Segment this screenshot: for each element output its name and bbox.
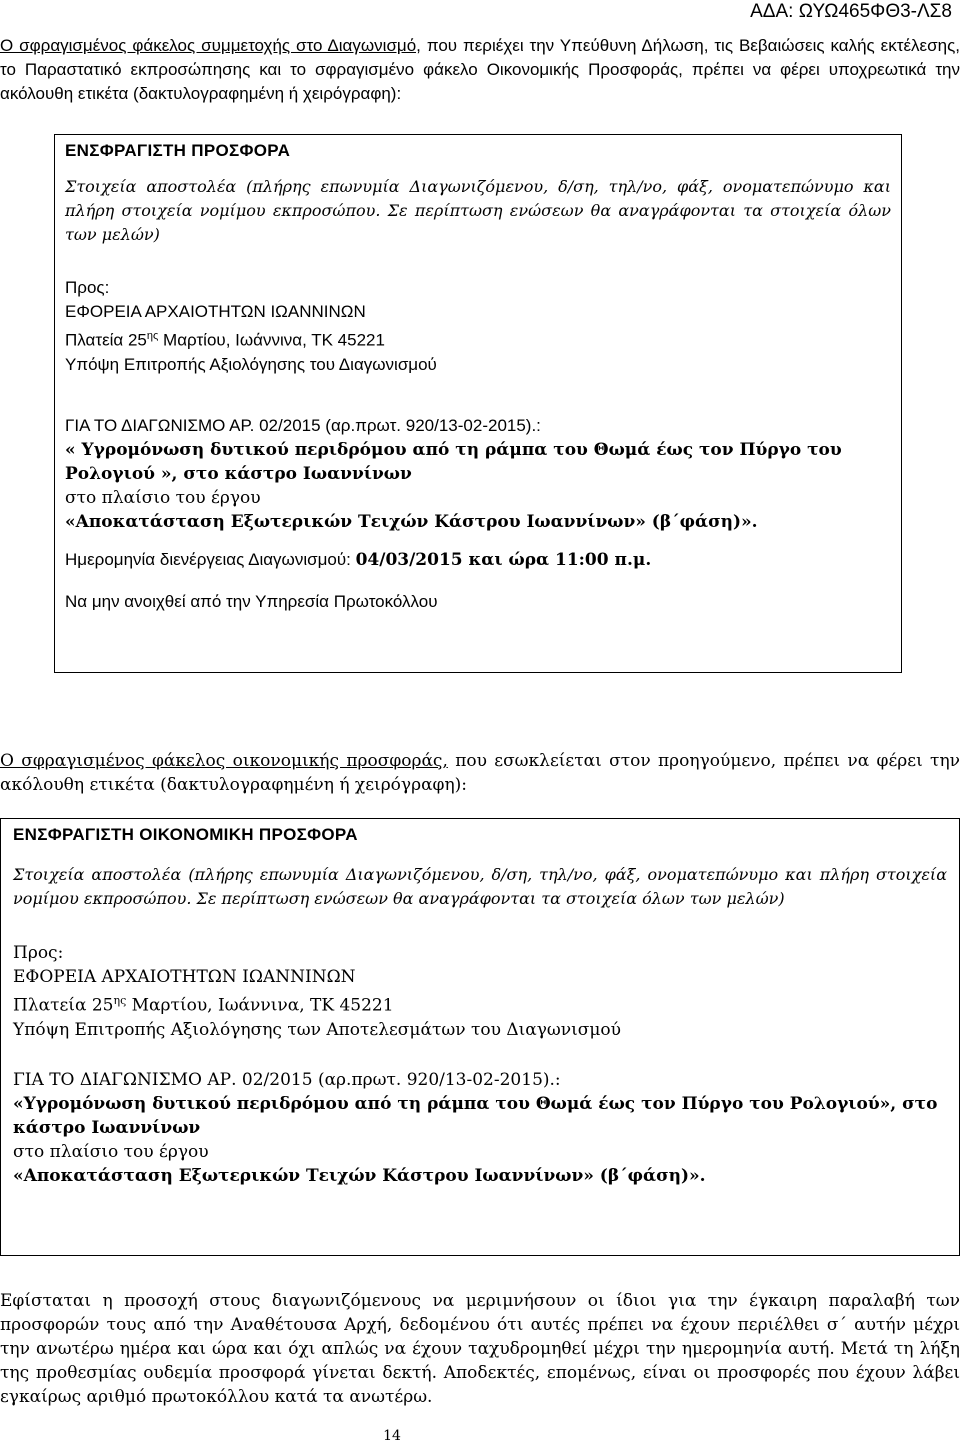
tender-date-value: 04/03/2015 και ώρα 11:00 π.μ. [355,549,652,570]
financial-envelope-underlined: Ο σφραγισμένος φάκελος οικονομικής προσφοράς, [0,751,448,771]
recipient-label: Προς: [65,278,110,297]
project-frame: στο πλαίσιο του έργου [65,487,261,508]
sender-details-note: Στοιχεία αποστολέα (πλήρης επωνυμία Διαγωνιζόμενου, δ/ση, τηλ/νο, φάξ, ονοματεπώνυμο και πλήρη στοιχεία νομίμου εκπροσώπου. Σε περίπτωση ενώσεων θα αναγράφονται τα στοιχεία όλων των μελών) [65,177,891,244]
address-ordinal: ης [146,330,159,342]
address-part: Πλατεία 25 [65,330,147,350]
recipient-address [65,324,891,353]
financial-envelope-text: που εσωκλείεται στον προηγούμενο, πρέπει να φέρει την ακόλουθη ετικέτα (δακτυλογραφημένη ή χειρόγραφη): [0,751,960,795]
project-title: «Αποκατάσταση Εξωτερικών Τειχών Κάστρου Ιωαννίνων» (β΄φάση)». [13,1165,706,1186]
address-part: Μαρτίου, Ιωάννινα, ΤΚ 45221 [126,995,394,1016]
page-number: 14 [383,1428,401,1444]
sealed-offer-label-box [54,134,902,673]
tender-subject: « Υγρομόνωση δυτικού περιδρόμου από τη ράμπα του Θωμά έως τον Πύργο του Ρολογιού », στο κάστρο Ιωαννίνων [65,439,842,484]
recipient-organization: ΕΦΟΡΕΙΑ ΑΡΧΑΙΟΤΗΤΩΝ ΙΩΑΝΝΙΝΩΝ [13,967,356,987]
address-ordinal: ης [113,994,127,1007]
sealed-offer-title: ΕΝΣΦΡΑΓΙΣΤΗ ΠΡΟΣΦΟΡΑ [65,141,291,160]
tender-date-label: Ημερομηνία διενέργειας Διαγωνισμού: [65,549,356,569]
document-code: ΑΔΑ: ΩΥΩ465ΦΘ3-ΛΣ8 [750,1,952,22]
recipient-address [13,989,947,1018]
tender-subject: «Υγρομόνωση δυτικού περιδρόμου από τη ράμπα του Θωμά έως τον Πύργο του Ρολογιού», στο κάστρο Ιωαννίνων [13,1093,938,1138]
committee-line: Υπόψη Επιτροπής Αξιολόγησης του Διαγωνισμού [65,354,437,374]
recipient-label: Προς: [13,943,64,963]
participation-envelope-paragraph [0,34,960,106]
tender-date-line [65,548,891,572]
sender-details-note: Στοιχεία αποστολέα (πλήρης επωνυμία Διαγωνιζόμενου, δ/ση, τηλ/νο, φάξ, ονοματεπώνυμο και πλήρη στοιχεία νομίμου εκπροσώπου. Σε περίπτωση ενώσεων θα αναγράφονται τα στοιχεία όλων των μελών) [13,865,947,908]
tender-reference: ΓΙΑ ΤΟ ΔΙΑΓΩΝΙΣΜΟ ΑΡ. 02/2015 (αρ.πρωτ. 920/13-02-2015).: [65,415,541,435]
do-not-open-notice: Να μην ανοιχθεί από την Υπηρεσία Πρωτοκόλλου [65,591,438,611]
tender-reference: ΓΙΑ ΤΟ ΔΙΑΓΩΝΙΣΜΟ ΑΡ. 02/2015 (αρ.πρωτ. 920/13-02-2015).: [13,1069,561,1090]
sealed-financial-offer-label-box [0,818,960,1256]
participation-envelope-text: που περιέχει την Υπεύθυνη Δήλωση, τις Βεβαιώσεις καλής εκτέλεσης, το Παραστατικό εκπροσώπησης και το σφραγισμένο φάκελο Οικονομικής Προσφοράς, πρέπει να φέρει υποχρεωτικά την ακόλουθη ετικέτα (δακτυλογραφημένη ή χειρόγραφη): [0,36,960,103]
committee-line: Υπόψη Επιτροπής Αξιολόγησης των Αποτελεσμάτων του Διαγωνισμού [13,1019,621,1040]
participation-envelope-underlined: Ο σφραγισμένος φάκελος συμμετοχής στο Διαγωνισμό, [0,36,421,55]
project-title: «Αποκατάσταση Εξωτερικών Τειχών Κάστρου Ιωαννίνων» (β΄φάση)». [65,511,758,532]
sealed-financial-offer-title: ΕΝΣΦΡΑΓΙΣΤΗ ΟΙΚΟΝΟΜΙΚΗ ΠΡΟΣΦΟΡΑ [13,825,358,844]
address-part: Μαρτίου, Ιωάννινα, ΤΚ 45221 [158,330,385,350]
submission-notice: Εφίσταται η προσοχή στους διαγωνιζόμενους να μεριμνήσουν οι ίδιοι για την έγκαιρη παραλαβή των προσφορών τους από την Αναθέτουσα Αρχή, δεδομένου ότι αυτές πρέπει να έχουν περιέλθει σ΄ αυτήν μέχρι την ανωτέρω ημέρα και ώρα και όχι απλώς να έχουν ταχυδρομηθεί μέχρι την ημερομηνία αυτή. Μετά τη λήξη της προθεσμίας ουδεμία προσφορά γίνεται δεκτή. Αποδεκτές, επομένως, είναι οι προσφορές που έχουν λάβει εγκαίρως αριθμό πρωτοκόλλου κατά τα ανωτέρω. [0,1291,960,1407]
financial-envelope-paragraph [0,749,960,797]
project-frame: στο πλαίσιο του έργου [13,1141,209,1162]
address-part: Πλατεία 25 [13,995,114,1016]
recipient-organization: ΕΦΟΡΕΙΑ ΑΡΧΑΙΟΤΗΤΩΝ ΙΩΑΝΝΙΝΩΝ [65,302,366,321]
